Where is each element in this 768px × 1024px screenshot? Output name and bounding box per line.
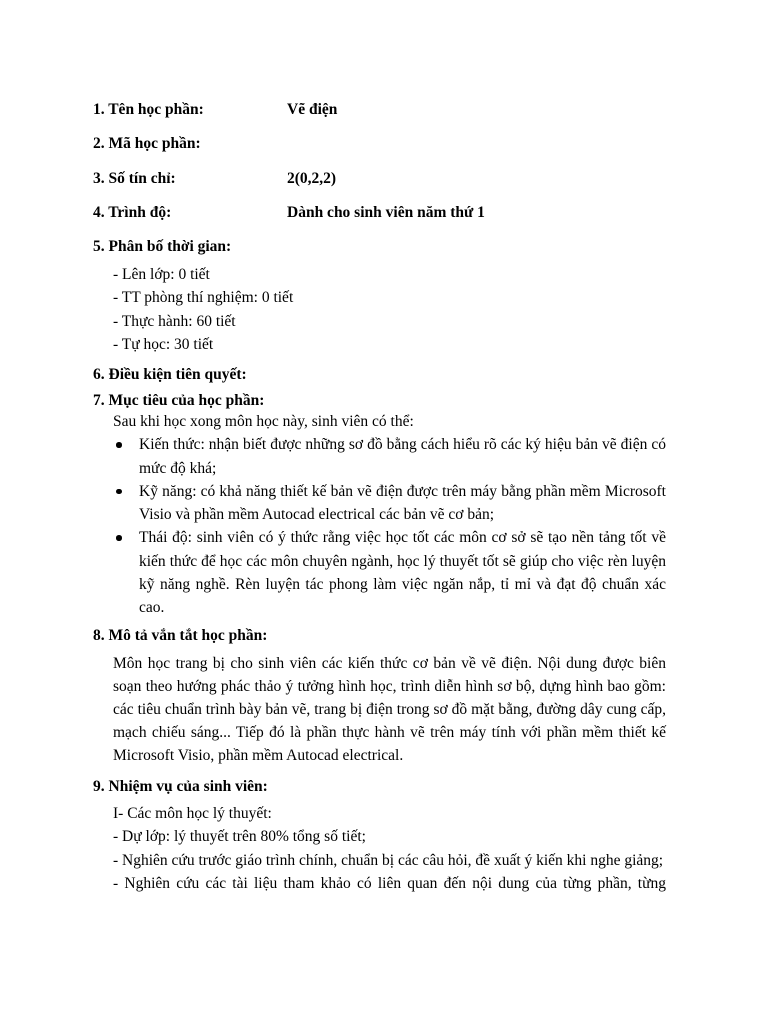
course-name-label: 1. Tên học phần:	[93, 101, 204, 118]
bullet-icon	[116, 442, 122, 448]
time-item-lab: - TT phòng thí nghiệm: 0 tiết	[113, 289, 294, 307]
objective-knowledge-text: Kiến thức: nhận biết được những sơ đồ bằng cách hiểu rõ các ký hiệu bản vẽ điện có mức độ khá;	[139, 436, 666, 477]
time-item-lecture: - Lên lớp: 0 tiết	[113, 266, 210, 283]
level-value: Dành cho sinh viên năm thứ 1	[287, 204, 485, 221]
bullet-icon	[116, 489, 122, 495]
credits-label: 3. Số tín chỉ:	[93, 170, 176, 187]
credits-value: 2(0,2,2)	[287, 170, 337, 187]
duty-attendance: - Dự lớp: lý thuyết trên 80% tổng số tiết;	[113, 828, 366, 846]
objectives-list	[113, 433, 666, 619]
time-item-practice: - Thực hành: 60 tiết	[113, 312, 236, 330]
duty-references: - Nghiên cứu các tài liệu tham khảo có liên quan đến nội dung của từng phần, từng	[113, 874, 666, 892]
student-duties-label: 9. Nhiệm vụ của sinh viên:	[93, 778, 268, 795]
course-code-label: 2. Mã học phần:	[93, 135, 201, 152]
duty-theory-heading: I- Các môn học lý thuyết:	[113, 805, 272, 822]
objectives-label: 7. Mục tiêu của học phần:	[93, 392, 265, 409]
time-item-self-study: - Tự học: 30 tiết	[113, 335, 214, 353]
objective-skills	[113, 480, 666, 527]
time-allocation-label: 5. Phân bố thời gian:	[93, 238, 232, 255]
duty-prepare: - Nghiên cứu trước giáo trình chính, chuẩn bị các câu hỏi, đề xuất ý kiến khi nghe giảng;	[113, 851, 664, 869]
prerequisites-label: 6. Điều kiện tiên quyết:	[93, 366, 247, 383]
time-allocation-list	[113, 263, 666, 356]
course-name-value: Vẽ điện	[287, 101, 338, 118]
objective-knowledge	[113, 433, 666, 480]
objective-skills-text: Kỹ năng: có khả năng thiết kế bản vẽ điện được trên máy bằng phần mềm Microsoft Visio và phần mềm Autocad electrical các bản vẽ cơ bản;	[139, 482, 666, 524]
objectives-block	[113, 410, 666, 620]
objective-attitude-text: Thái độ: sinh viên có ý thức rằng việc học tốt các môn cơ sở sẽ tạo nền tảng tốt về kiến thức để học các môn chuyên ngành, học lý thuyết tốt sẽ giúp cho việc rèn luyện kỹ năng nghề. Rèn luyện tác phong làm việc ngăn nắp, tỉ mỉ và đạt độ chuẩn xác cao.	[139, 529, 666, 617]
level-label: 4. Trình độ:	[93, 204, 172, 221]
objectives-intro: Sau khi học xong môn học này, sinh viên có thể:	[113, 413, 414, 430]
student-duties-block	[113, 802, 666, 895]
description-label: 8. Mô tả vắn tắt học phần:	[93, 627, 268, 644]
objective-attitude	[113, 526, 666, 619]
bullet-icon	[116, 535, 122, 541]
description-text: Môn học trang bị cho sinh viên các kiến thức cơ bản về vẽ điện. Nội dung được biên soạn theo hướng phác thảo ý tưởng hình học, trình diễn hình sơ bộ, dựng hình bao gồm: các tiêu chuẩn trình bày bản vẽ, trang bị điện trong sơ đồ mặt bằng, đường dây cung cấp, mạch chiếu sáng... Tiếp đó là phần thực hành vẽ trên máy tính với phần mềm thiết kế Microsoft Visio, phần mềm Autocad electrical.	[113, 655, 666, 764]
